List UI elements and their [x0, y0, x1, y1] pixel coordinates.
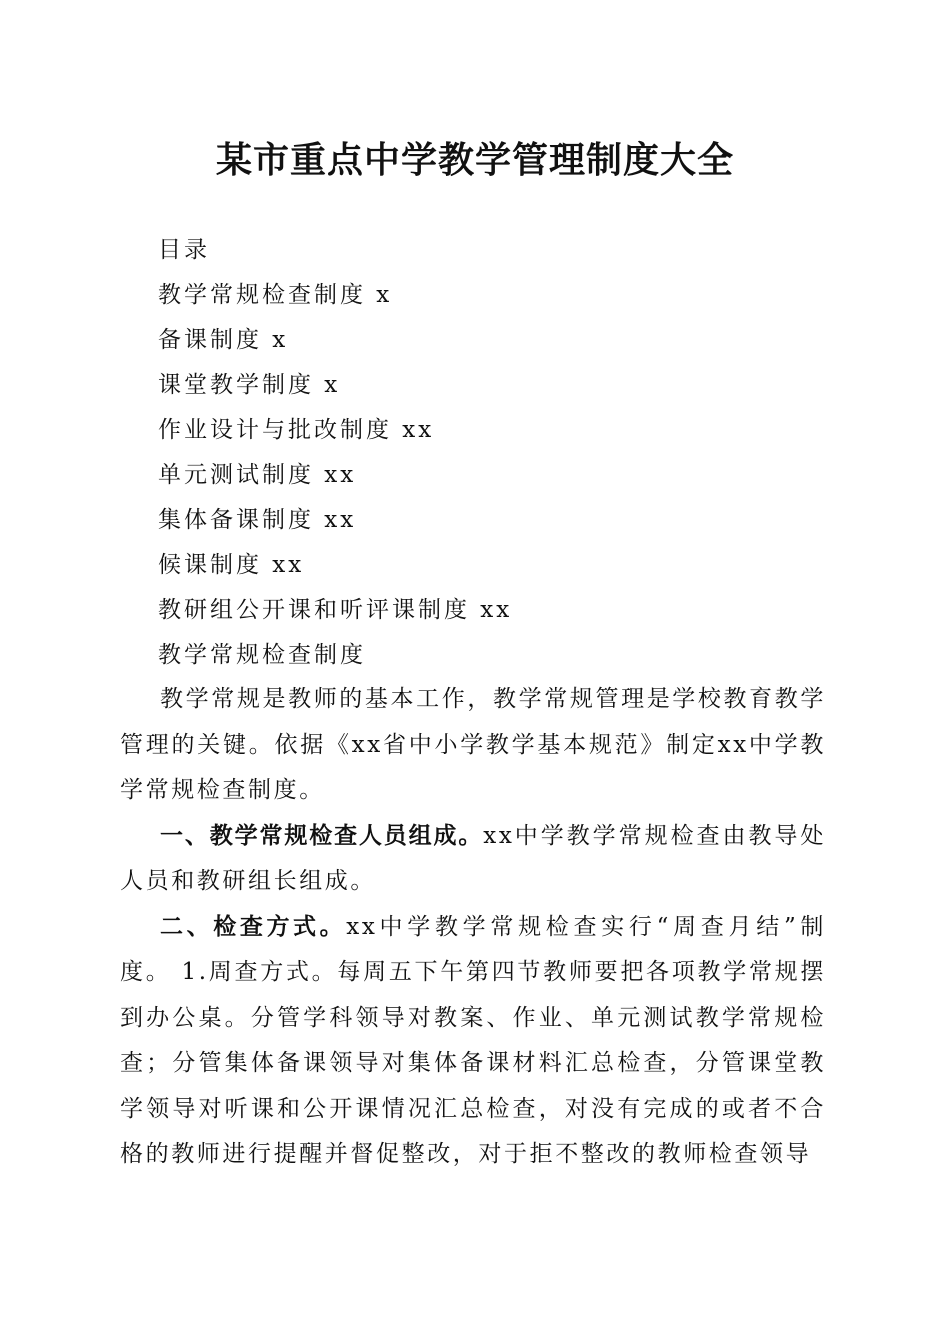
- toc-entry: 单元测试制度 xx: [158, 462, 357, 488]
- item-2-lead: 二、检查方式。: [160, 913, 347, 940]
- item-1-text: xx中学教学常规检查由教导处人员和教研组长组成。: [120, 822, 827, 894]
- table-of-contents: [158, 228, 838, 678]
- toc-entry: 课堂教学制度 x: [158, 372, 341, 398]
- toc-entry: 作业设计与批改制度 xx: [158, 417, 435, 443]
- document-body: [120, 677, 826, 1178]
- toc-entry: 备课制度 x: [158, 327, 289, 353]
- item-2-text: xx中学教学常规检查实行“周查月结”制度。 1.周查方式。每周五下午第四节教师要把各项教学常规摆到办公桌。分管学科领导对教案、作业、单元测试教学常规检查；分管集体备课领导对集体备课材料汇总检查，分管课堂教学领导对听课和公开课情况汇总检查，对没有完成的或者不合格的教师进行提醒并督促整改，对于拒不整改的教师检查领导: [120, 913, 827, 1167]
- toc-entry: 教学常规检查制度 x: [158, 282, 393, 308]
- paragraph-item-2: [120, 905, 826, 1178]
- toc-entry: 集体备课制度 xx: [158, 507, 357, 533]
- intro-paragraph: 教学常规是教师的基本工作，教学常规管理是学校教育教学管理的关键。依据《xx省中小学教学基本规范》制定xx中学教学常规检查制度。: [120, 686, 826, 803]
- paragraph-item-1: [120, 814, 826, 905]
- document-title: 某市重点中学教学管理制度大全: [215, 139, 734, 181]
- toc-entry: 候课制度 xx: [158, 552, 305, 578]
- toc-entry: 教研组公开课和听评课制度 xx: [158, 597, 513, 623]
- section-title: 教学常规检查制度: [158, 642, 366, 668]
- item-1-lead: 一、教学常规检查人员组成。: [160, 822, 484, 849]
- toc-heading: 目录: [158, 237, 210, 263]
